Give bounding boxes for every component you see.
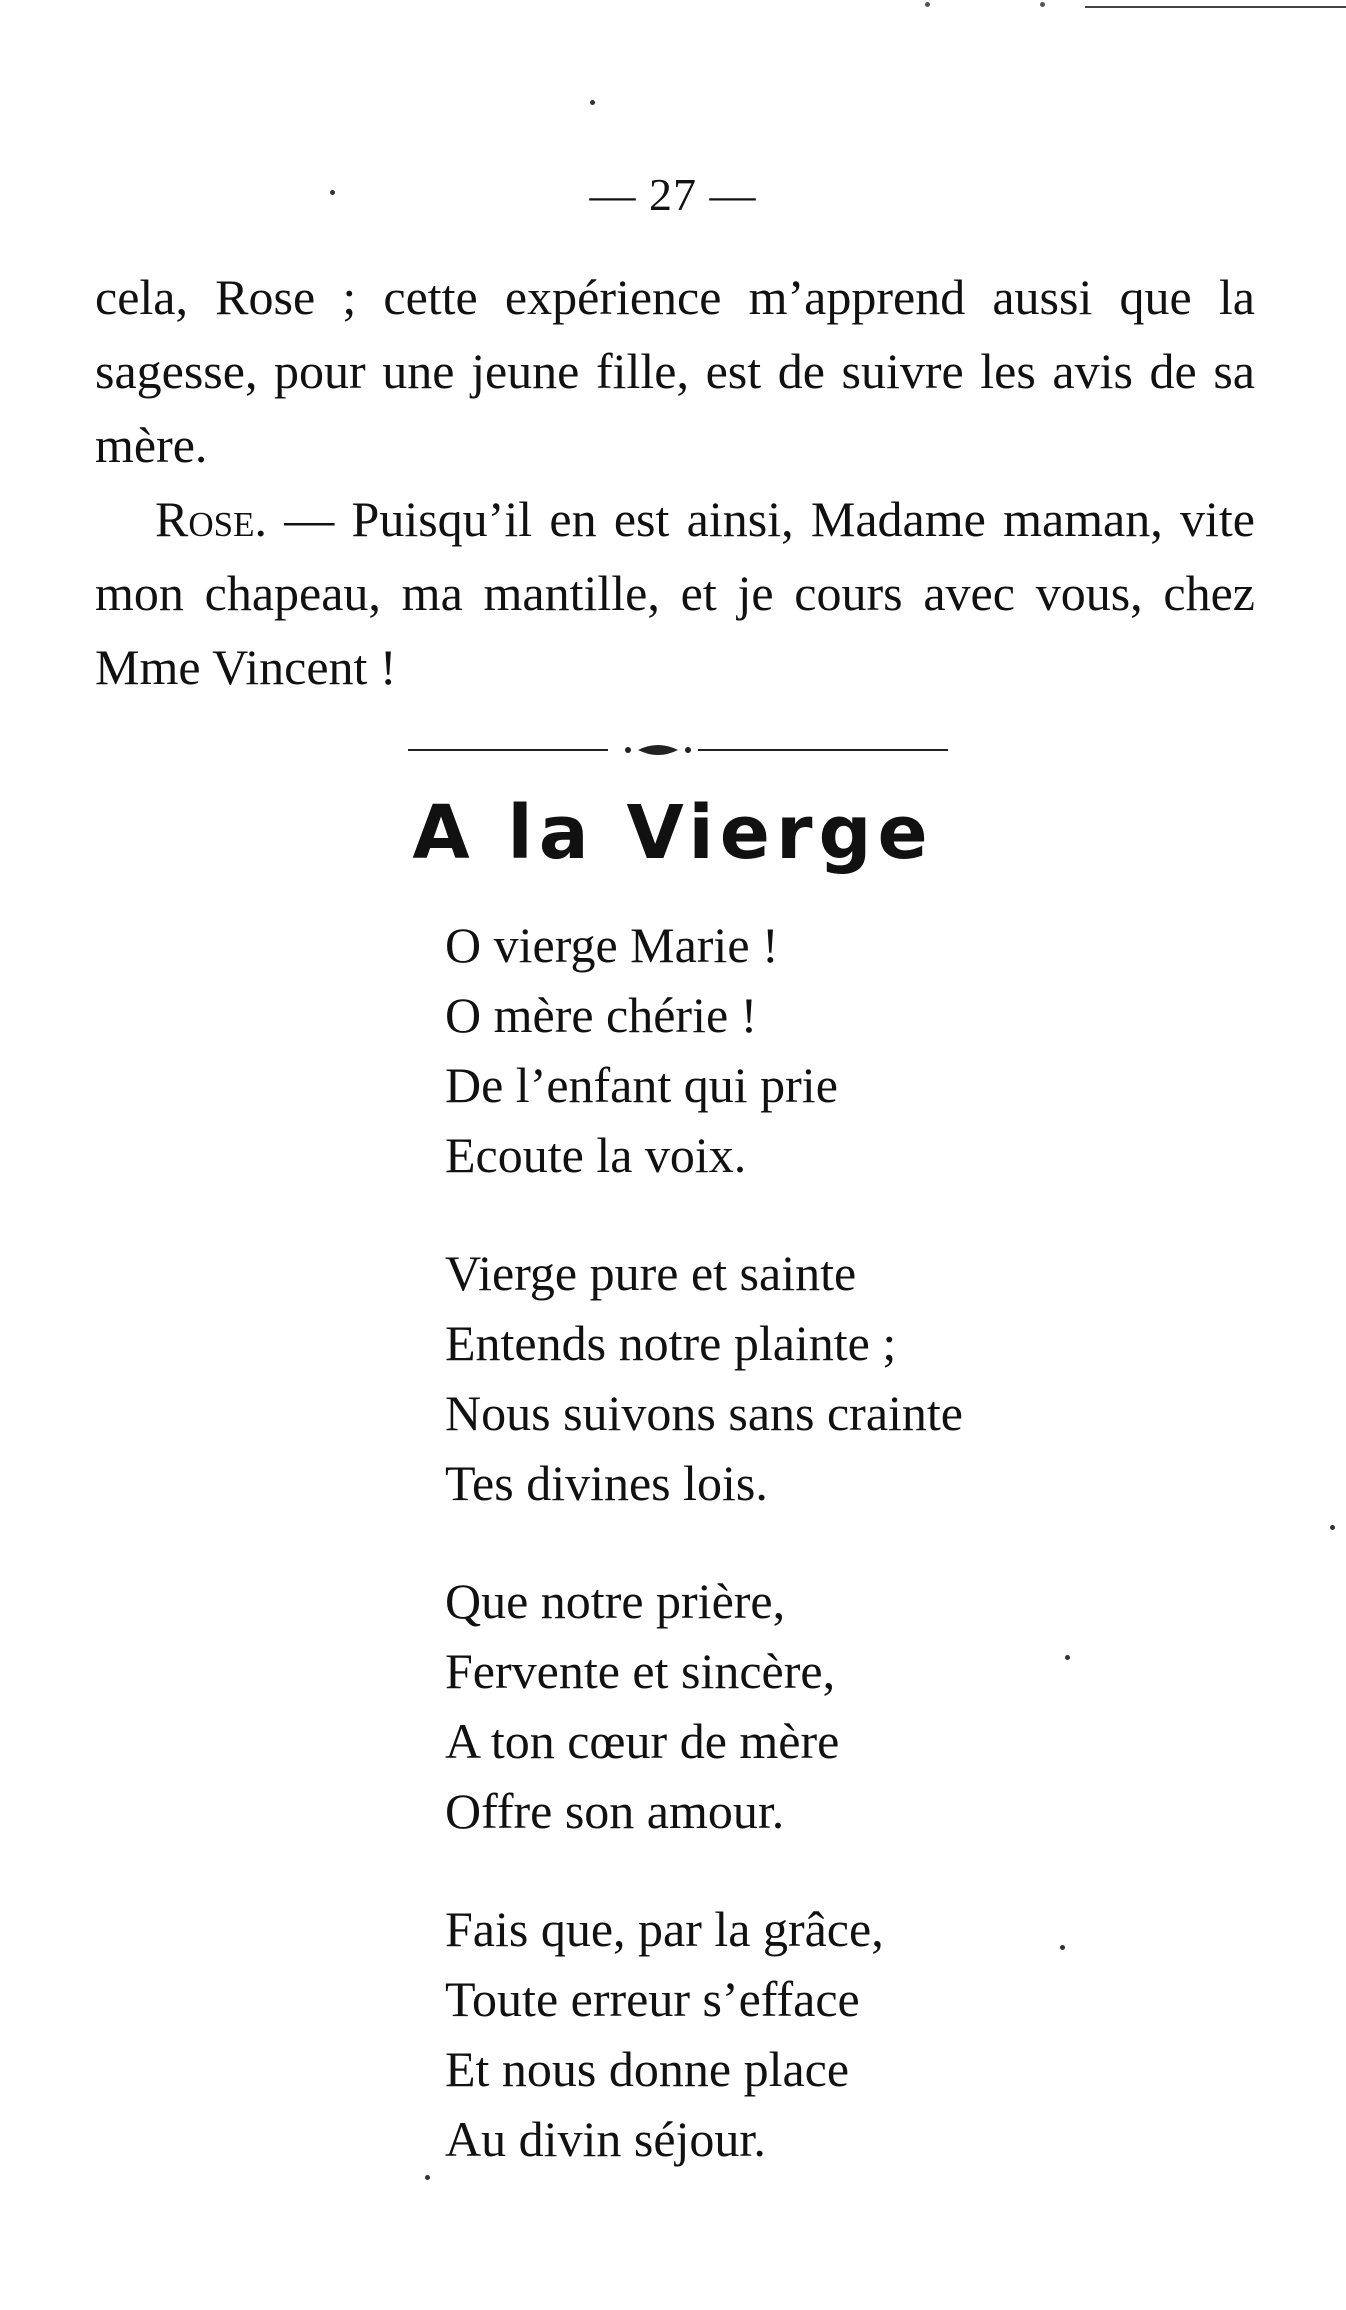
- poem-line: Et nous donne place: [445, 2041, 850, 2097]
- poem-stanza: [445, 1894, 963, 2174]
- prose-paragraph: cela, Rose ; cette expérience m’apprend aussi que la sagesse, pour une jeune fille, est de suivre les avis de sa mère.: [95, 269, 1255, 473]
- print-speck: [425, 2175, 430, 2180]
- poem-body: [445, 910, 963, 2222]
- poem-line: Au divin séjour.: [445, 2111, 766, 2167]
- poem-title: A la Vierge: [412, 790, 934, 876]
- print-speck: [590, 100, 595, 105]
- poem-line: Toute erreur s’efface: [445, 1971, 860, 2027]
- dialogue-paragraph: [95, 482, 1255, 704]
- poem-line: O vierge Marie !: [445, 917, 779, 973]
- poem-line: Vierge pure et sainte: [445, 1245, 857, 1301]
- poem-line: De l’enfant qui prie: [445, 1057, 838, 1113]
- poem-line: Ecoute la voix.: [445, 1127, 747, 1183]
- poem-line: Tes divines lois.: [445, 1455, 768, 1511]
- speaker-name: Rose.: [155, 491, 267, 547]
- top-edge-dot: [925, 2, 930, 7]
- poem-line: O mère chérie !: [445, 987, 758, 1043]
- page-number: — 27 —: [589, 169, 757, 220]
- top-edge-dot: [1040, 2, 1045, 7]
- print-speck: [1330, 1525, 1335, 1530]
- poem-line: Offre son amour.: [445, 1783, 785, 1839]
- section-divider-ornament: [408, 740, 948, 760]
- prose-section: [95, 260, 1255, 704]
- poem-line: A ton cœur de mère: [445, 1713, 840, 1769]
- poem-line: Que notre prière,: [445, 1573, 786, 1629]
- poem-stanza: [445, 1566, 963, 1846]
- dialogue-text: — Puisqu’il en est ainsi, Madame maman, vite mon chapeau, ma mantille, et je cours avec vous, chez Mme Vincent !: [95, 491, 1255, 695]
- top-edge-rule: [1085, 6, 1346, 8]
- poem-line: Fervente et sincère,: [445, 1643, 836, 1699]
- poem-line: Fais que, par la grâce,: [445, 1901, 884, 1957]
- print-speck: [1065, 1655, 1070, 1660]
- print-speck: [1060, 1945, 1065, 1950]
- poem-stanza: [445, 910, 963, 1190]
- poem-stanza: [445, 1238, 963, 1518]
- poem-line: Entends notre plainte ;: [445, 1315, 897, 1371]
- poem-line: Nous suivons sans crainte: [445, 1385, 963, 1441]
